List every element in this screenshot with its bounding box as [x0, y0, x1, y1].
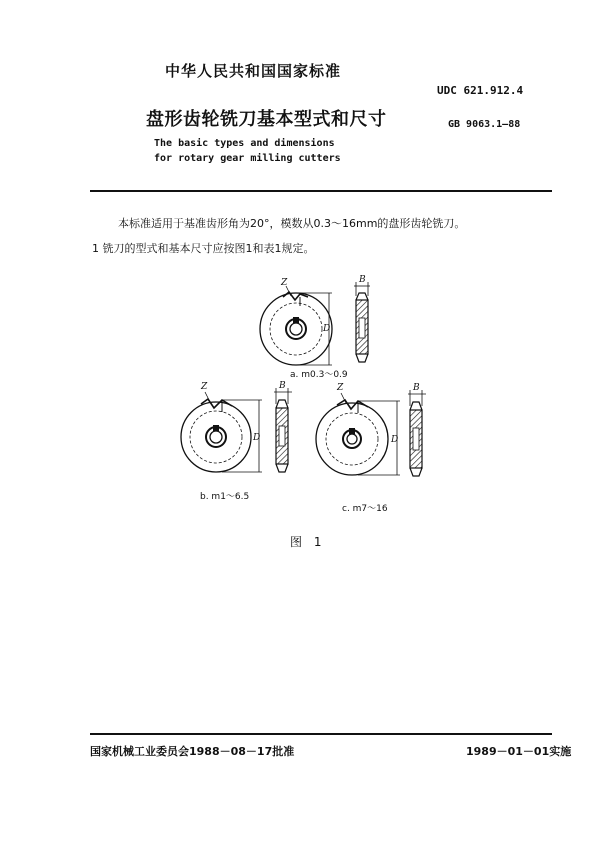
page-title: 盘形齿轮铣刀基本型式和尺寸 [146, 109, 387, 130]
panel-c-b-label: B [413, 383, 420, 393]
cutter-b-front-view [181, 392, 262, 472]
panel-b-z-label: Z [201, 382, 208, 392]
cutter-b-side-view [274, 388, 292, 472]
panel-b-b-label: B [279, 381, 286, 391]
effective-date: 1989－01－01实施 [466, 745, 572, 758]
udc-number: UDC 621.912.4 [437, 84, 524, 97]
scope-paragraph: 本标准适用于基准齿形角为20°，模数从0.3～16mm的盘形齿轮铣刀。 [118, 217, 466, 230]
figure-1-drawing [150, 262, 450, 524]
panel-a-caption: a. m0.3～0.9 [290, 370, 348, 380]
panel-b-caption: b. m1～6.5 [200, 492, 250, 502]
panel-a-d-label: D [323, 324, 331, 334]
panel-c-caption: c. m7～16 [342, 504, 388, 514]
english-title-line-1: The basic types and dimensions [154, 138, 335, 149]
clause-1: 1 铣刀的型式和基本尺寸应按图1和表1规定。 [92, 242, 315, 255]
panel-a-z-label: Z [281, 278, 288, 288]
english-title-line-2: for rotary gear milling cutters [154, 153, 341, 164]
panel-b-d-label: D [253, 433, 261, 443]
footer-divider [90, 733, 552, 735]
cutter-a-front-view [260, 286, 332, 365]
standard-header-title: 中华人民共和国国家标准 [165, 62, 342, 80]
panel-c-d-label: D [391, 435, 399, 445]
cutter-c-side-view [408, 390, 426, 476]
figure-caption: 图 1 [290, 535, 326, 549]
gb-number: GB 9063.1—88 [448, 119, 521, 130]
cutter-c-front-view [316, 393, 400, 475]
approval-statement: 国家机械工业委员会1988－08－17批准 [90, 745, 295, 758]
panel-a-b-label: B [359, 275, 366, 285]
header-divider [90, 190, 552, 192]
panel-c-z-label: Z [337, 383, 344, 393]
cutter-a-side-view [354, 282, 370, 362]
